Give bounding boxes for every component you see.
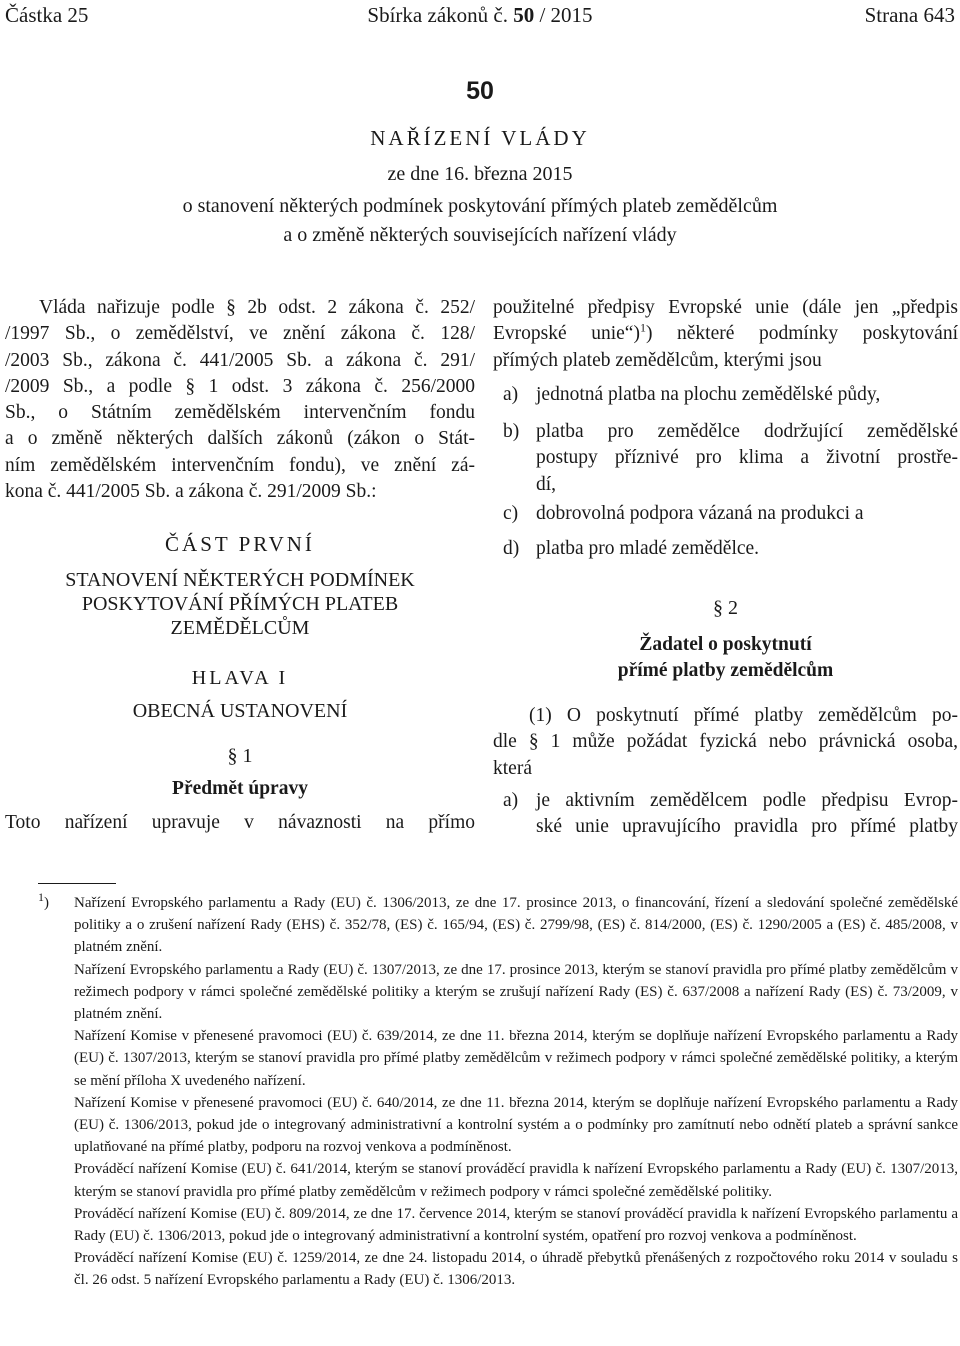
part-title-line-2: POSKYTOVÁNÍ PŘÍMÝCH PLATEB <box>81 593 399 615</box>
section-1-title: Předmět úpravy <box>172 778 308 799</box>
footnote-separator <box>38 883 116 884</box>
footnote-entry-text: Nařízení Evropského parlamentu a Rady (EU) č. 1306/2013, ze dne 17. prosince 2013, o financování, řízení a sledování společné zemědělské politiky a o zrušení nařízení Rady (EHS) č. 352/78, (ES) č. 165/94, (ES) č. 2799/98, (ES) č. 814/2000, (ES) č. 1290/2005 a (ES) č. 485/2008, v platném znění. <box>74 895 958 956</box>
list-item-text: platba pro mladé zemědělce. <box>536 538 760 559</box>
footnote-entry: Nařízení Evropského parlamentu a Rady (EU) č. 1307/2013, ze dne 17. prosince 2013, kterým se stanoví pravidla pro přímé platby zemědělcům v režimech podpory v rámci společné zemědělské politiky a kterým se zrušují nařízení Rady (ES) č. 637/2008 a nařízení Rady (ES) č. 73/2009, v platném znění. <box>74 961 958 1023</box>
subject-line-1: o stanovení některých podmínek poskytování přímých plateb zemědělcům <box>182 195 778 217</box>
chapter-title: OBECNÁ USTANOVENÍ <box>132 700 348 722</box>
list-item-text <box>536 788 958 841</box>
intro-line: /2003 Sb., zákona č. 441/2005 Sb. a zákona č. 291/ <box>5 349 475 371</box>
document-date: ze dne 16. března 2015 <box>387 163 573 185</box>
footnote-entry: Prováděcí nařízení Komise (EU) č. 641/2014, kterým se stanoví prováděcí pravidla k nařízení Evropského parlamentu a Rady (EU) č. 1307/2013, kterým se stanoví pravidla pro přímé platby zemědělcům v režimech podpory v rámci společné zemědělské politiky. <box>74 1161 958 1200</box>
header-part-number: Částka 25 <box>5 3 89 27</box>
intro-line: Sb., o Státním zemědělském intervenčním fondu <box>5 402 475 424</box>
continuation-line-2a: Evropské unie“) <box>493 323 640 345</box>
continuation-line-2 <box>493 321 958 347</box>
list-item-text <box>536 419 958 498</box>
document-subject <box>0 192 960 250</box>
continuation-line-1: použitelné předpisy Evropské unie (dále jen „předpis <box>493 297 958 318</box>
continuation-line-2b: ) některé podmínky poskytování <box>645 323 958 345</box>
document-title: NAŘÍZENÍ VLÁDY <box>370 126 590 150</box>
list-item-line: platba pro zemědělce dodržující zemědělské <box>536 421 958 442</box>
paragraph-line: která <box>493 757 532 779</box>
intro-line: /2009 Sb., a podle § 1 odst. 3 zákona č. 256/2000 <box>5 375 475 397</box>
part-title-line-3: ZEMĚDĚLCŮM <box>170 617 310 639</box>
list-item-label: a) <box>503 790 519 811</box>
list-item-label: a) <box>503 384 519 405</box>
header-page-number: Strana 643 <box>864 3 955 27</box>
part-label: ČÁST PRVNÍ <box>165 532 315 556</box>
footnote-entry: Nařízení Komise v přenesené pravomoci (EU) č. 639/2014, ze dne 11. března 2014, kterým se doplňuje nařízení Evropského parlamentu a Rady (EU) č. 1307/2013, kterým se stanoví pravidla pro přímé platby zemědělcům v režimech podpory v rámci společné zemědělské politiky, a kterým se mění příloha X uvedeného nařízení. <box>74 1028 958 1089</box>
header-collection-number: 50 <box>513 3 535 27</box>
chapter-label: HLAVA I <box>191 667 289 689</box>
part-title-line-1: STANOVENÍ NĚKTERÝCH PODMÍNEK <box>65 569 415 591</box>
footnote-block <box>38 892 958 1292</box>
right-column-continuation <box>493 295 958 374</box>
footnote-mark: $^1$) <box>38 890 49 911</box>
section-1-text: Toto nařízení upravuje v návaznosti na přímo <box>5 812 475 833</box>
footnote-ref: 1 <box>639 320 646 335</box>
list-item-text: dobrovolná podpora vázaná na produkci a <box>536 503 864 524</box>
list-item-line: postupy příznivé pro klima a životní prostře- <box>536 447 958 469</box>
intro-line: a o změně některých dalších zákonů (zákon o Stát- <box>5 428 475 450</box>
intro-line-last: kona č. 441/2005 Sb. a zákona č. 291/2009 Sb.: <box>5 481 377 503</box>
section-2-title-line-2: přímé platby zemědělcům <box>617 660 834 681</box>
footnote-mark-number: 1 <box>38 890 44 904</box>
part-title <box>5 568 475 640</box>
section-2-title-line-1: Žadatel o poskytnutí <box>639 634 812 655</box>
subject-line-2: a o změně některých souvisejících nařízení vlády <box>283 224 677 246</box>
section-2-label: § 2 <box>713 597 738 619</box>
list-item-label: d) <box>503 538 520 559</box>
paragraph-line: (1) O poskytnutí přímé platby zemědělcům po- <box>529 705 958 726</box>
list-item-line: je aktivním zemědělcem podle předpisu Evrop- <box>536 790 958 811</box>
footnote-entry <box>38 892 958 959</box>
header-collection-year: / 2015 <box>539 3 593 27</box>
intro-line: /1997 Sb., o zemědělství, ve znění zákona č. 128/ <box>5 323 475 345</box>
continuation-line-3: přímých plateb zemědělcům, kterými jsou <box>493 349 822 371</box>
list-item-line: dí, <box>536 473 557 495</box>
section-1-label: § 1 <box>227 745 253 767</box>
footnote-entry: Nařízení Komise v přenesené pravomoci (EU) č. 640/2014, ze dne 11. března 2014, kterým se doplňuje nařízení Evropského parlamentu a Rady (EU) č. 1306/2013, pokud jde o integrovaný administrativní a kontrolní systém a o podmínky pro zamítnutí nebo odnětí plateb a správní sankce uplatňované na přímé platby, podporu na rozvoj venkova a podmíněnost. <box>74 1094 958 1156</box>
list-item-label: c) <box>503 503 519 524</box>
paragraph-line: dle § 1 může požádat fyzická nebo právnická osoba, <box>493 731 958 753</box>
document-number: 50 <box>466 77 494 105</box>
header-collection <box>0 2 960 28</box>
list-item-line: ské unie upravujícího pravidla pro přímé platby <box>536 816 958 838</box>
footnote-entry: Prováděcí nařízení Komise (EU) č. 1259/2014, ze dne 24. listopadu 2014, o úhradě přebytků přenášených z rozpočtového roku 2014 v souladu s čl. 26 odst. 5 nařízení Evropského parlamentu a Rady (EU) č. 1306/2013. <box>74 1250 958 1289</box>
intro-line: Vláda nařizuje podle § 2b odst. 2 zákona č. 252/ <box>39 297 475 318</box>
intro-line: ním zemědělském intervenčním fondu), ve znění zá- <box>5 454 475 476</box>
list-item-label: b) <box>503 421 520 442</box>
list-item-text: jednotná platba na plochu zemědělské půdy, <box>536 384 881 405</box>
footnote-entry: Prováděcí nařízení Komise (EU) č. 809/2014, ze dne 17. července 2014, kterým se stanoví prováděcí pravidla k nařízení Evropského parlamentu a Rady (EU) č. 1306/2013, pokud jde o integrovaný administrativní a kontrolní systém, opatření pro rozvoj venkova a podmíněnost. <box>74 1205 958 1245</box>
header-collection-prefix: Sbírka zákonů č. <box>367 3 508 27</box>
intro-paragraph <box>5 295 475 505</box>
section-2-paragraph-1 <box>493 703 958 782</box>
